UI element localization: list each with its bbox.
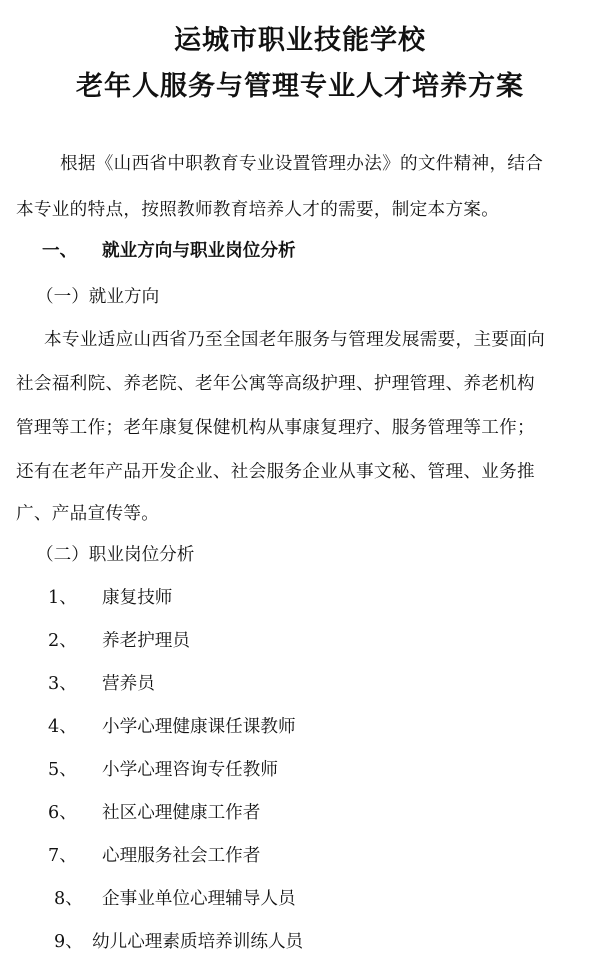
position-label: 康复技师 <box>102 588 173 608</box>
position-item-9 <box>54 928 303 953</box>
employment-line-1: 本专业适应山西省乃至全国老年服务与管理发展需要，主要面向 <box>44 330 546 350</box>
position-label: 小学心理健康课任课教师 <box>102 717 296 737</box>
section1-title: 就业方向与职业岗位分析 <box>102 241 296 261</box>
position-item-1 <box>48 584 172 609</box>
position-number: 3、 <box>48 674 77 694</box>
position-item-8 <box>54 885 296 910</box>
employment-line-3: 管理等工作；老年康复保健机构从事康复理疗、服务管理等工作； <box>16 418 535 438</box>
sub2-heading: （二）职业岗位分析 <box>36 545 195 565</box>
position-item-4 <box>48 713 296 738</box>
position-label: 心理服务社会工作者 <box>102 846 261 866</box>
position-number: 4、 <box>48 717 77 737</box>
position-number: 7、 <box>48 846 77 866</box>
position-label: 企事业单位心理辅导人员 <box>102 889 296 909</box>
section1-number: 一、 <box>42 241 78 261</box>
position-number: 2、 <box>48 631 77 651</box>
position-label: 社区心理健康工作者 <box>102 803 261 823</box>
position-label: 小学心理咨询专任教师 <box>102 760 278 780</box>
position-item-5 <box>48 756 278 781</box>
employment-line-4: 还有在老年产品开发企业、社会服务企业从事文秘、管理、业务推 <box>16 462 535 482</box>
document-title-line2: 老年人服务与管理专业人才培养方案 <box>76 71 524 102</box>
position-item-7 <box>48 842 260 867</box>
position-number: 5、 <box>48 760 77 780</box>
employment-line-2: 社会福利院、养老院、老年公寓等高级护理、护理管理、养老机构 <box>16 374 535 394</box>
position-item-3 <box>48 670 155 695</box>
position-item-6 <box>48 799 260 824</box>
position-label: 养老护理员 <box>102 631 190 651</box>
employment-line-5: 广、产品宣传等。 <box>16 504 160 524</box>
position-number: 8、 <box>54 889 83 909</box>
position-number: 1、 <box>48 588 77 608</box>
position-number: 6、 <box>48 803 77 823</box>
sub1-heading: （一）就业方向 <box>36 287 160 307</box>
section1-heading <box>42 237 296 262</box>
intro-line-2: 本专业的特点，按照教师教育培养人才的需要，制定本方案。 <box>16 200 500 220</box>
position-label: 幼儿心理素质培养训练人员 <box>92 932 304 952</box>
intro-line-1: 根据《山西省中职教育专业设置管理办法》的文件精神，结合 <box>60 154 544 174</box>
position-label: 营养员 <box>102 674 155 694</box>
position-number: 9、 <box>54 932 83 952</box>
position-item-2 <box>48 627 190 652</box>
document-title-line1: 运城市职业技能学校 <box>174 25 426 56</box>
